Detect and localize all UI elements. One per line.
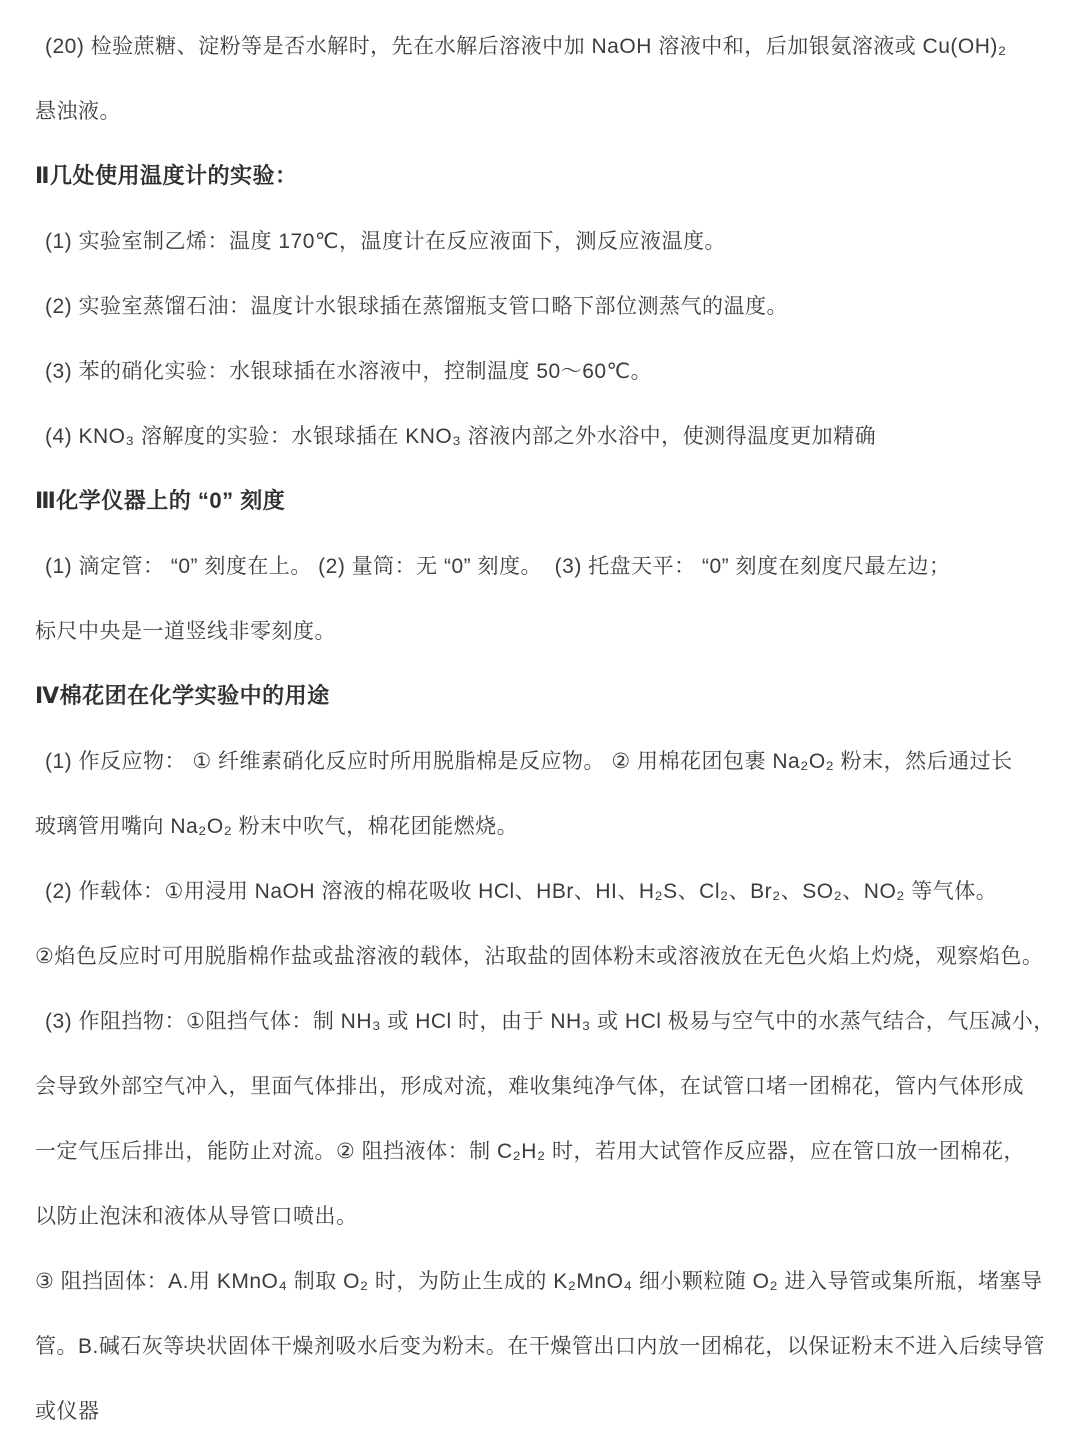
item-3-barrier-solid-line-2: 管。B.碱石灰等块状固体干燥剂吸水后变为粉末。在干燥管出口内放一团棉花，以保证粉末不进入后续导管: [35, 1334, 1045, 1358]
item-3-barrier-solid-line-3: 或仪器: [35, 1399, 100, 1423]
item-4-kno3-solubility: (4) KNO₃ 溶解度的实验：水银球插在 KNO₃ 溶液内部之外水浴中，使测得温度更加精确: [45, 424, 877, 448]
item-2-carrier-line-1: (2) 作载体：①用浸用 NaOH 溶液的棉花吸收 HCl、HBr、HI、H₂S、Cl₂、Br₂、SO₂、NO₂ 等气体。: [45, 879, 998, 903]
item-3-barrier-liquid-line-2: 以防止泡沫和液体从导管口喷出。: [35, 1204, 358, 1228]
item-3-barrier-gas-line-1: (3) 作阻挡物：①阻挡气体：制 NH₃ 或 HCl 时，由于 NH₃ 或 HCl 极易与空气中的水蒸气结合，气压减小，: [45, 1009, 1055, 1033]
item-zero-scale-continuation: 标尺中央是一道竖线非零刻度。: [35, 619, 336, 643]
item-3-barrier-solid-line-1: ③ 阻挡固体：A.用 KMnO₄ 制取 O₂ 时，为防止生成的 K₂MnO₄ 细小颗粒随 O₂ 进入导管或集所瓶，堵塞导: [35, 1269, 1043, 1293]
item-3-barrier-gas-line-2: 会导致外部空气冲入，里面气体排出，形成对流，难收集纯净气体，在试管口堵一团棉花，管内气体形成: [35, 1074, 1024, 1098]
section-heading-iii-zero-scale: Ⅲ化学仪器上的 “0” 刻度: [35, 488, 286, 513]
item-2-petroleum-distillation: (2) 实验室蒸馏石油：温度计水银球插在蒸馏瓶支管口略下部位测蒸气的温度。: [45, 294, 788, 318]
item-zero-scale-instruments: (1) 滴定管： “0” 刻度在上。 (2) 量筒：无 “0” 刻度。 (3) 托盘天平： “0” 刻度在刻度尺最左边；: [45, 554, 951, 578]
item-1-ethylene: (1) 实验室制乙烯：温度 170℃，温度计在反应液面下，测反应液温度。: [45, 229, 726, 253]
item-2-carrier-line-2: ②焰色反应时可用脱脂棉作盐或盐溶液的载体，沾取盐的固体粉末或溶液放在无色火焰上灼烧，观察焰色。: [35, 944, 1044, 968]
paragraph-line-20-hydrolysis: (20) 检验蔗糖、淀粉等是否水解时，先在水解后溶液中加 NaOH 溶液中和，后加银氨溶液或 Cu(OH)₂: [45, 34, 1007, 58]
section-heading-iv-cotton-ball: Ⅳ棉花团在化学实验中的用途: [35, 683, 330, 708]
paragraph-line-20-continuation: 悬浊液。: [35, 99, 121, 123]
item-1-reactant-line-1: (1) 作反应物： ① 纤维素硝化反应时所用脱脂棉是反应物。 ② 用棉花团包裹 Na₂O₂ 粉末，然后通过长: [45, 749, 1013, 773]
section-heading-ii-thermometer: Ⅱ几处使用温度计的实验：: [35, 163, 298, 188]
item-3-benzene-nitration: (3) 苯的硝化实验：水银球插在水溶液中，控制温度 50～60℃。: [45, 359, 653, 383]
item-1-reactant-line-2: 玻璃管用嘴向 Na₂O₂ 粉末中吹气，棉花团能燃烧。: [35, 814, 519, 838]
item-3-barrier-liquid-line-1: 一定气压后排出，能防止对流。② 阻挡液体：制 C₂H₂ 时，若用大试管作反应器，应在管口放一团棉花，: [35, 1139, 1025, 1163]
